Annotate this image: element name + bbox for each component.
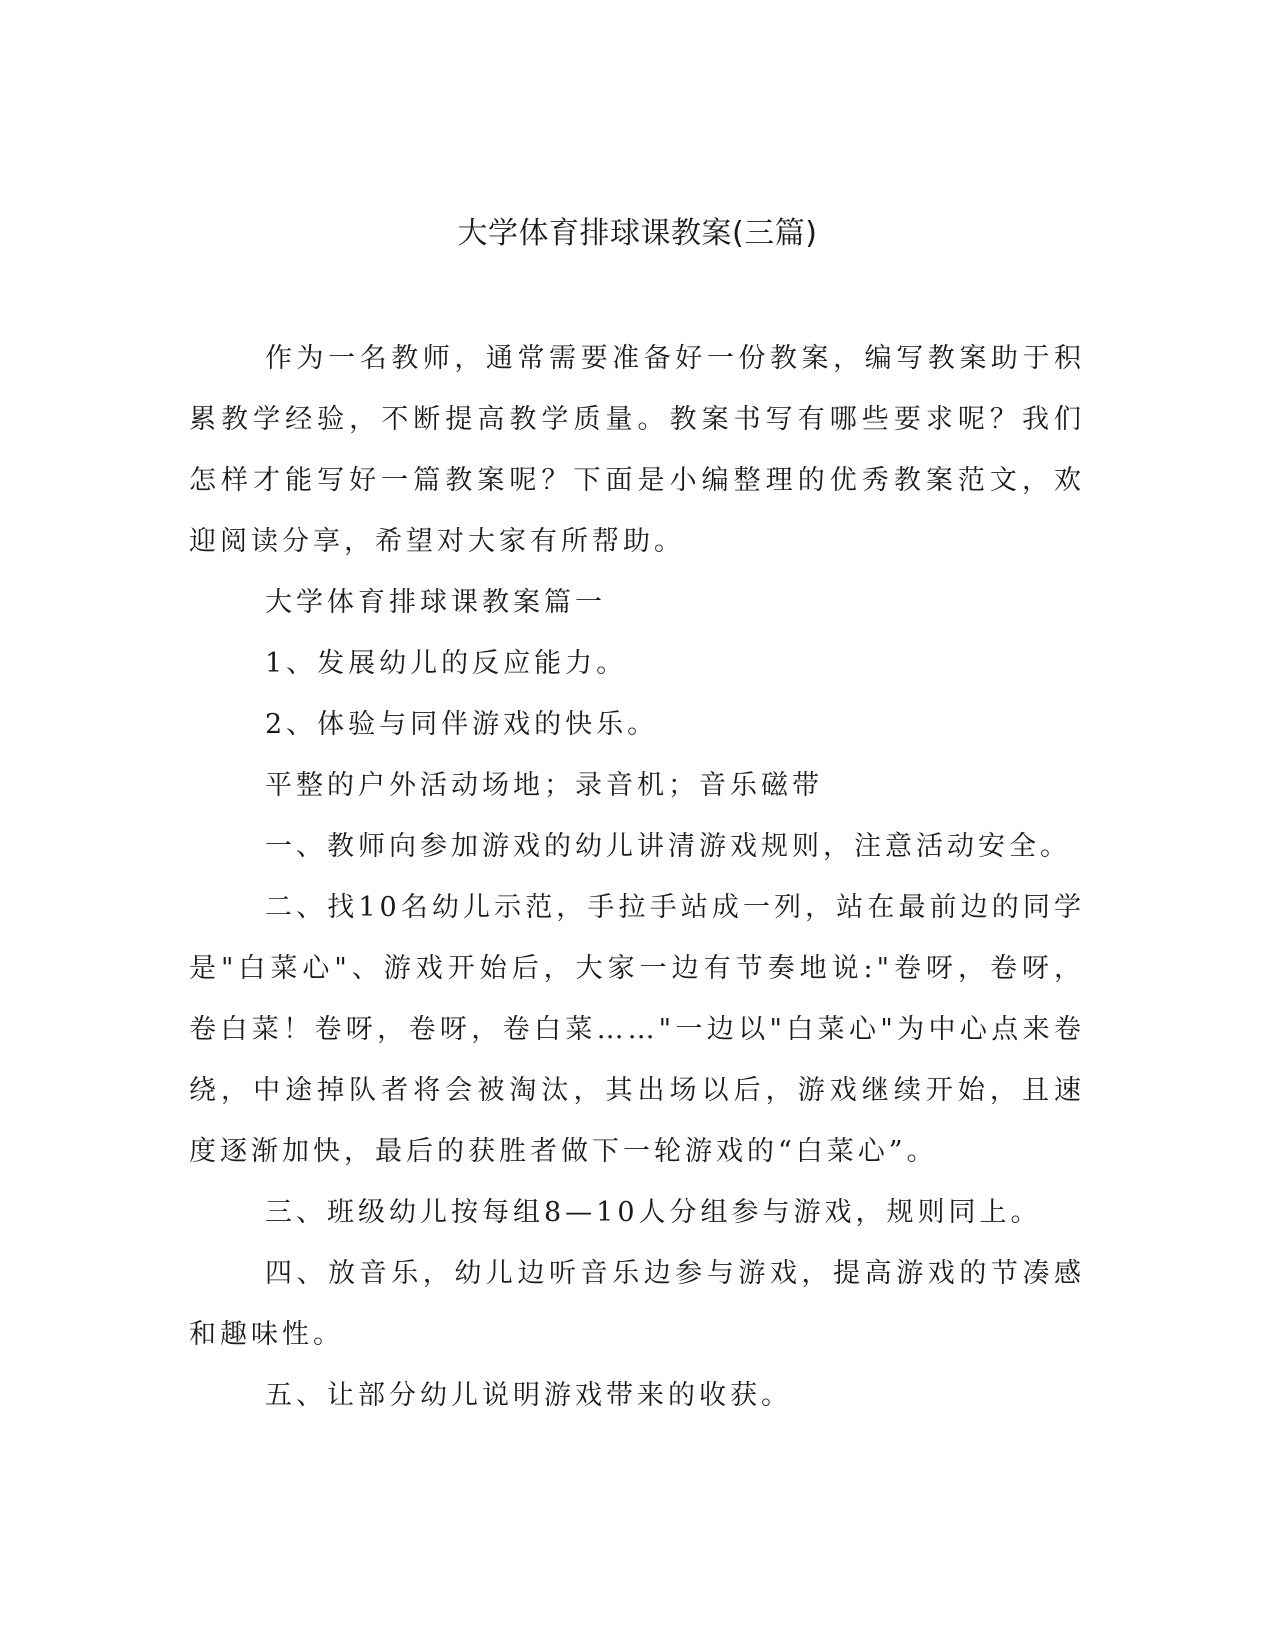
- document-title: 大学体育排球课教案(三篇): [457, 216, 818, 251]
- objective-item: 2、体验与同伴游戏的快乐。: [265, 709, 659, 740]
- document-body: [189, 328, 1085, 1426]
- procedure-step: 三、班级幼儿按每组8—10人分组参与游戏，规则同上。: [265, 1197, 1042, 1228]
- objective-item: 1、发展幼儿的反应能力。: [265, 648, 628, 679]
- section-heading: 大学体育排球课教案篇一: [265, 587, 606, 618]
- procedure-step: 二、找10名幼儿示范，手拉手站成一列，站在最前边的同学是"白菜心"、游戏开始后，大家一边有节奏地说:"卷呀，卷呀，卷白菜！卷呀，卷呀，卷白菜……"一边以"白菜心"为中心点来卷绕，中途掉队者将会被淘汰，其出场以后，游戏继续开始，且速度逐渐加快，最后的获胜者做下一轮游戏的“白菜心”。: [189, 892, 1085, 1167]
- procedure-step: 五、让部分幼儿说明游戏带来的收获。: [265, 1380, 792, 1411]
- procedure-step: 一、教师向参加游戏的幼儿讲清游戏规则，注意活动安全。: [265, 831, 1071, 862]
- intro-paragraph: 作为一名教师，通常需要准备好一份教案，编写教案助于积累教学经验，不断提高教学质量。教案书写有哪些要求呢？我们怎样才能写好一篇教案呢？下面是小编整理的优秀教案范文，欢迎阅读分享，希望对大家有所帮助。: [189, 343, 1085, 557]
- materials-paragraph: 平整的户外活动场地；录音机；音乐磁带: [265, 770, 823, 801]
- procedure-step: 四、放音乐，幼儿边听音乐边参与游戏，提高游戏的节凑感和趣味性。: [189, 1258, 1085, 1350]
